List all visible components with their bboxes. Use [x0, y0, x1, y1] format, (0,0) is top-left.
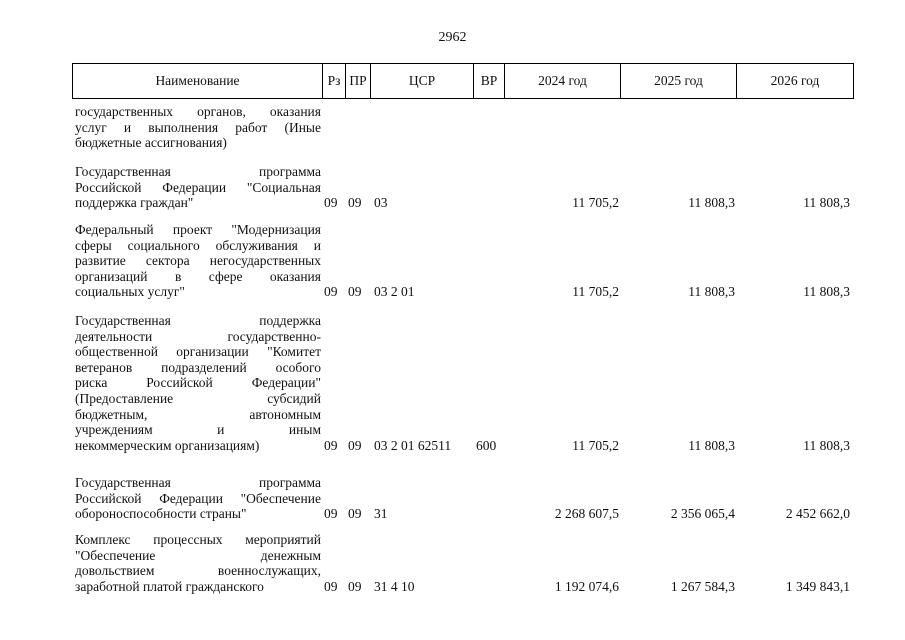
row-name-line: заработной платой гражданского [75, 578, 264, 594]
header-pr: ПР [346, 64, 371, 98]
row-csr: 03 2 01 62511 [374, 437, 452, 453]
row-2024: 11 705,2 [572, 284, 619, 300]
row-name [75, 532, 321, 594]
row-2026: 11 808,3 [803, 437, 850, 453]
row-name-line: Государственная программа [75, 164, 321, 179]
row-name-line: некоммерческим организациям) [75, 437, 260, 453]
row-pr: 09 [348, 195, 362, 211]
row-name-line: ветеранов подразделений особого [75, 359, 321, 375]
row-rz: 09 [324, 437, 338, 453]
row-rz: 09 [324, 195, 338, 211]
row-2025: 11 808,3 [688, 284, 735, 300]
row-name [75, 164, 321, 211]
row-name-line: Федеральный проект "Модернизация [75, 222, 321, 237]
row-2025: 11 808,3 [688, 195, 735, 211]
row-name-line: обороноспособности страны" [75, 506, 247, 522]
row-name [75, 104, 321, 151]
row-name-line: сферы социального обслуживания и [75, 237, 321, 253]
row-name-line: услуг и выполнения работ (Иные [75, 119, 321, 135]
header-name: Наименование [73, 64, 323, 98]
row-name-line: риска Российской Федерации" [75, 375, 321, 391]
row-csr: 31 [374, 506, 388, 522]
header-2024: 2024 год [505, 64, 621, 98]
row-name-line: организаций в сфере оказания [75, 268, 321, 284]
row-2025: 1 267 584,3 [670, 578, 735, 594]
row-2024: 11 705,2 [572, 437, 619, 453]
row-name-line: Российской Федерации "Социальная [75, 179, 321, 195]
row-2024: 11 705,2 [572, 195, 619, 211]
header-2026: 2026 год [770, 73, 820, 88]
row-name [75, 313, 321, 453]
row-pr: 09 [348, 284, 362, 300]
row-pr: 09 [348, 506, 362, 522]
row-2026: 2 452 662,0 [785, 506, 850, 522]
row-name-line: деятельности государственно- [75, 328, 321, 344]
row-name-line: довольствием военнослужащих, [75, 563, 321, 579]
row-2026: 1 349 843,1 [785, 578, 850, 594]
row-name-line: учреждениям и иным [75, 422, 321, 438]
row-name [75, 475, 321, 522]
row-vr: 600 [476, 437, 497, 453]
row-csr: 03 2 01 [374, 284, 415, 300]
row-rz: 09 [324, 284, 338, 300]
row-name-line: бюджетные ассигнования) [75, 135, 227, 151]
row-name-line: (Предоставление субсидий [75, 390, 321, 406]
row-name-line: развитие сектора негосударственных [75, 253, 321, 269]
row-name [75, 222, 321, 300]
row-2026: 11 808,3 [803, 284, 850, 300]
row-name-line: Комплекс процессных мероприятий [75, 532, 321, 547]
row-csr: 03 [374, 195, 388, 211]
row-name-line: социальных услуг" [75, 284, 185, 300]
table-header [72, 63, 854, 99]
row-name-line: Российской Федерации "Обеспечение [75, 490, 321, 506]
header-rz: Рз [323, 64, 346, 98]
header-vr: ВР [474, 64, 505, 98]
row-name-line: бюджетным, автономным [75, 406, 321, 422]
row-pr: 09 [348, 437, 362, 453]
row-name-line: Государственная программа [75, 475, 321, 490]
row-name-line: государственных органов, оказания [75, 104, 321, 119]
row-2024: 1 192 074,6 [554, 578, 619, 594]
row-2026: 11 808,3 [803, 195, 850, 211]
page-number: 2962 [438, 30, 467, 45]
row-2024: 2 268 607,5 [554, 506, 619, 522]
row-name-line: Государственная поддержка [75, 313, 321, 328]
row-csr: 31 4 10 [374, 578, 415, 594]
row-rz: 09 [324, 578, 338, 594]
row-name-line: поддержка граждан" [75, 195, 194, 211]
header-2025: 2025 год [621, 64, 737, 98]
row-pr: 09 [348, 578, 362, 594]
header-csr: ЦСР [371, 64, 474, 98]
row-name-line: "Обеспечение денежным [75, 547, 321, 563]
row-2025: 2 356 065,4 [670, 506, 735, 522]
row-rz: 09 [324, 506, 338, 522]
row-2025: 11 808,3 [688, 437, 735, 453]
row-name-line: общественной организации "Комитет [75, 344, 321, 360]
